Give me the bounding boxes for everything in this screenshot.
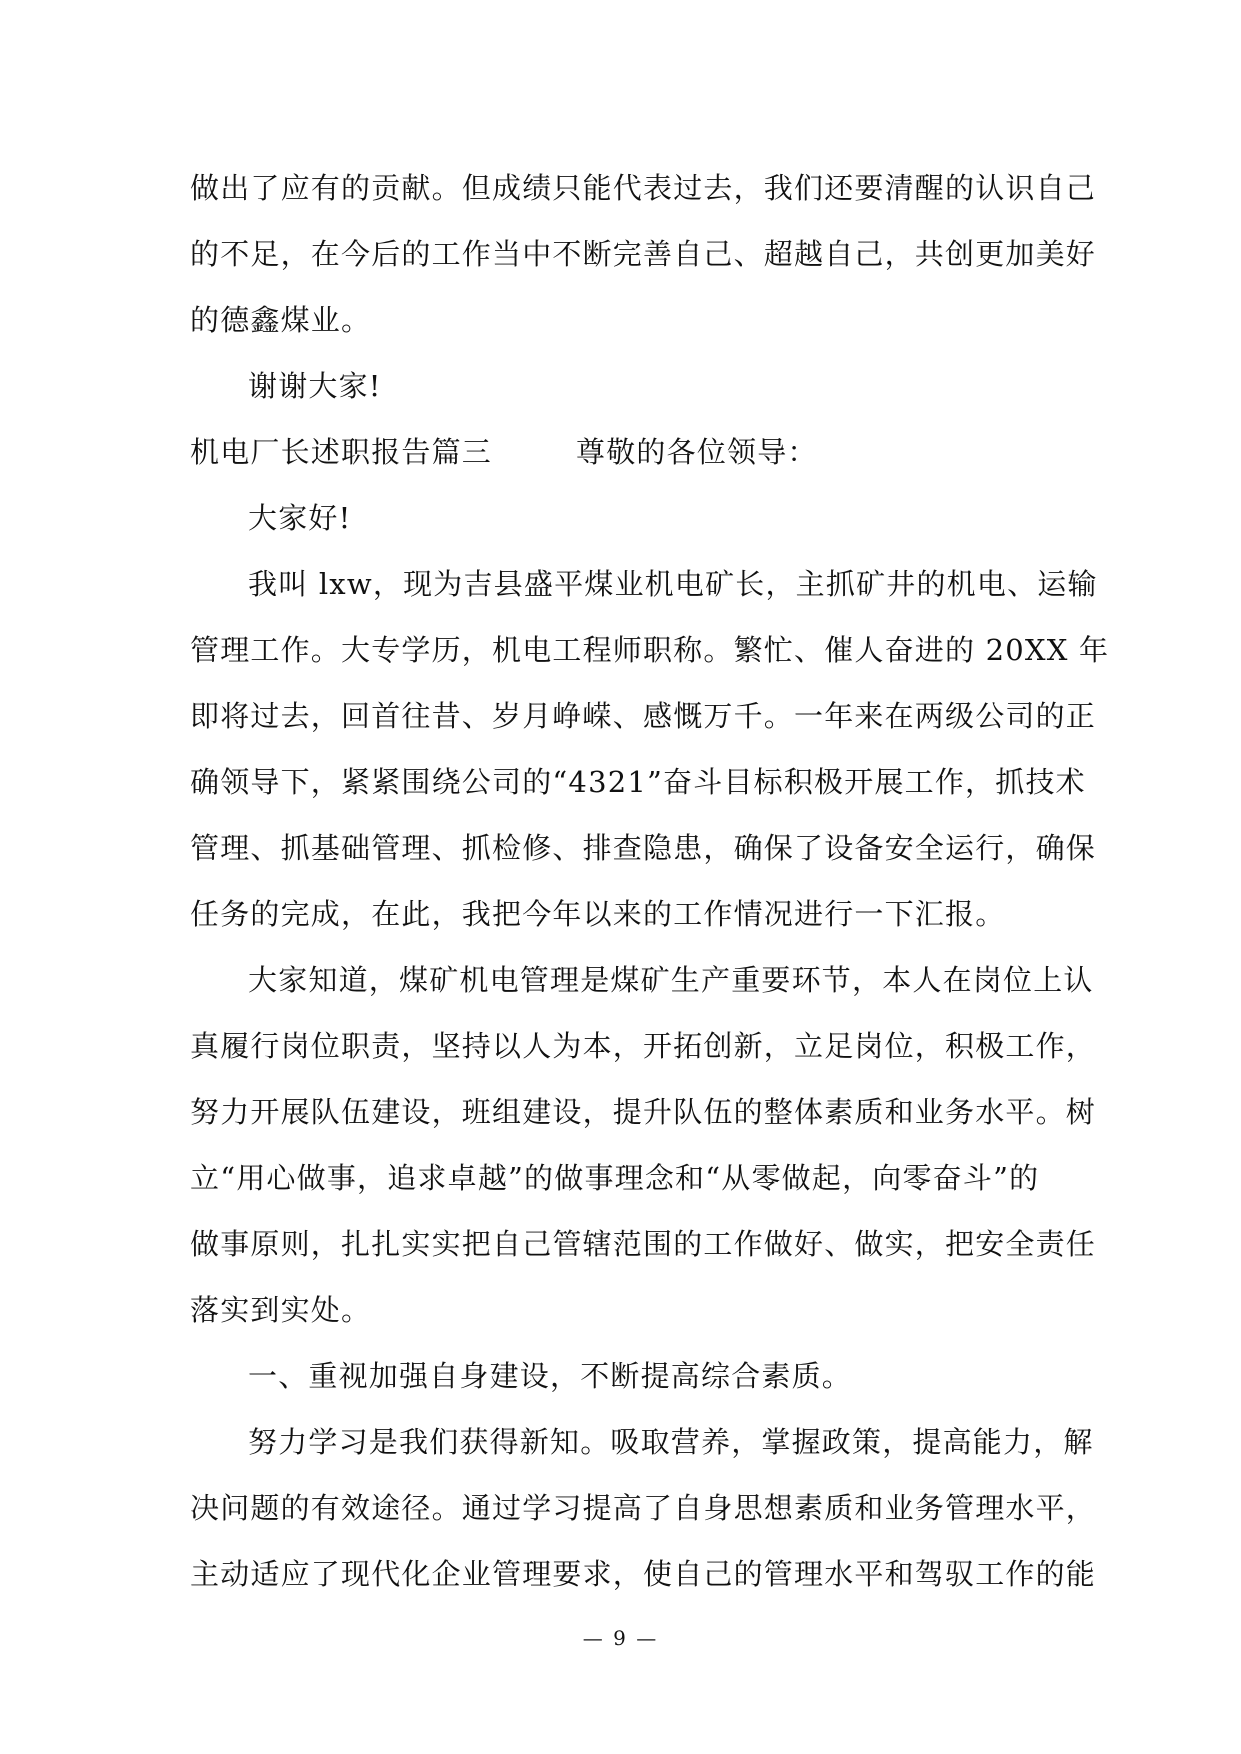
paragraph-line: 即将过去，回首往昔、岁月峥嵘、感慨万千。一年来在两级公司的正 [190,699,1097,733]
closing-thanks: 谢谢大家! [248,369,382,403]
salutation: 尊敬的各位领导： [576,435,818,469]
paragraph-line: 管理工作。大专学历，机电工程师职称。繁忙、催人奋进的 20XX 年 [190,633,1110,667]
paragraph-line: 任务的完成，在此，我把今年以来的工作情况进行一下汇报。 [190,897,1006,931]
subsection-heading: 一、重视加强自身建设，不断提高综合素质。 [248,1359,853,1393]
paragraph-line: 主动适应了现代化企业管理要求，使自己的管理水平和驾驭工作的能 [190,1557,1097,1591]
paragraph-line: 的不足，在今后的工作当中不断完善自己、超越自己，共创更加美好 [190,237,1097,271]
page-number: — 9 — [582,1626,659,1650]
paragraph-line: 努力开展队伍建设，班组建设，提升队伍的整体素质和业务水平。树 [190,1095,1097,1129]
paragraph-line: 我叫 lxw，现为吉县盛平煤业机电矿长，主抓矿井的机电、运输 [248,567,1098,601]
greeting: 大家好! [248,501,352,535]
paragraph-line: 做出了应有的贡献。但成绩只能代表过去，我们还要清醒的认识自己 [190,171,1097,205]
paragraph-line: 立“用心做事，追求卓越”的做事理念和“从零做起，向零奋斗”的 [190,1161,1040,1195]
paragraph-line: 管理、抓基础管理、抓检修、排查隐患，确保了设备安全运行，确保 [190,831,1097,865]
paragraph-line: 确领导下，紧紧围绕公司的“4321”奋斗目标积极开展工作，抓技术 [190,765,1086,799]
paragraph-line: 落实到实处。 [190,1293,372,1327]
paragraph-line: 努力学习是我们获得新知。吸取营养，掌握政策，提高能力，解 [248,1425,1094,1459]
paragraph-line: 大家知道，煤矿机电管理是煤矿生产重要环节，本人在岗位上认 [248,963,1094,997]
paragraph-line: 的德鑫煤业。 [190,303,372,337]
paragraph-line: 真履行岗位职责，坚持以人为本，开拓创新，立足岗位，积极工作， [190,1029,1097,1063]
paragraph-line: 决问题的有效途径。通过学习提高了自身思想素质和业务管理水平， [190,1491,1097,1525]
section-heading [190,419,1060,485]
paragraph-line: 做事原则，扎扎实实把自己管辖范围的工作做好、做实，把安全责任 [190,1227,1097,1261]
report-title: 机电厂长述职报告篇三 [190,435,493,469]
document-body [190,155,1110,1607]
